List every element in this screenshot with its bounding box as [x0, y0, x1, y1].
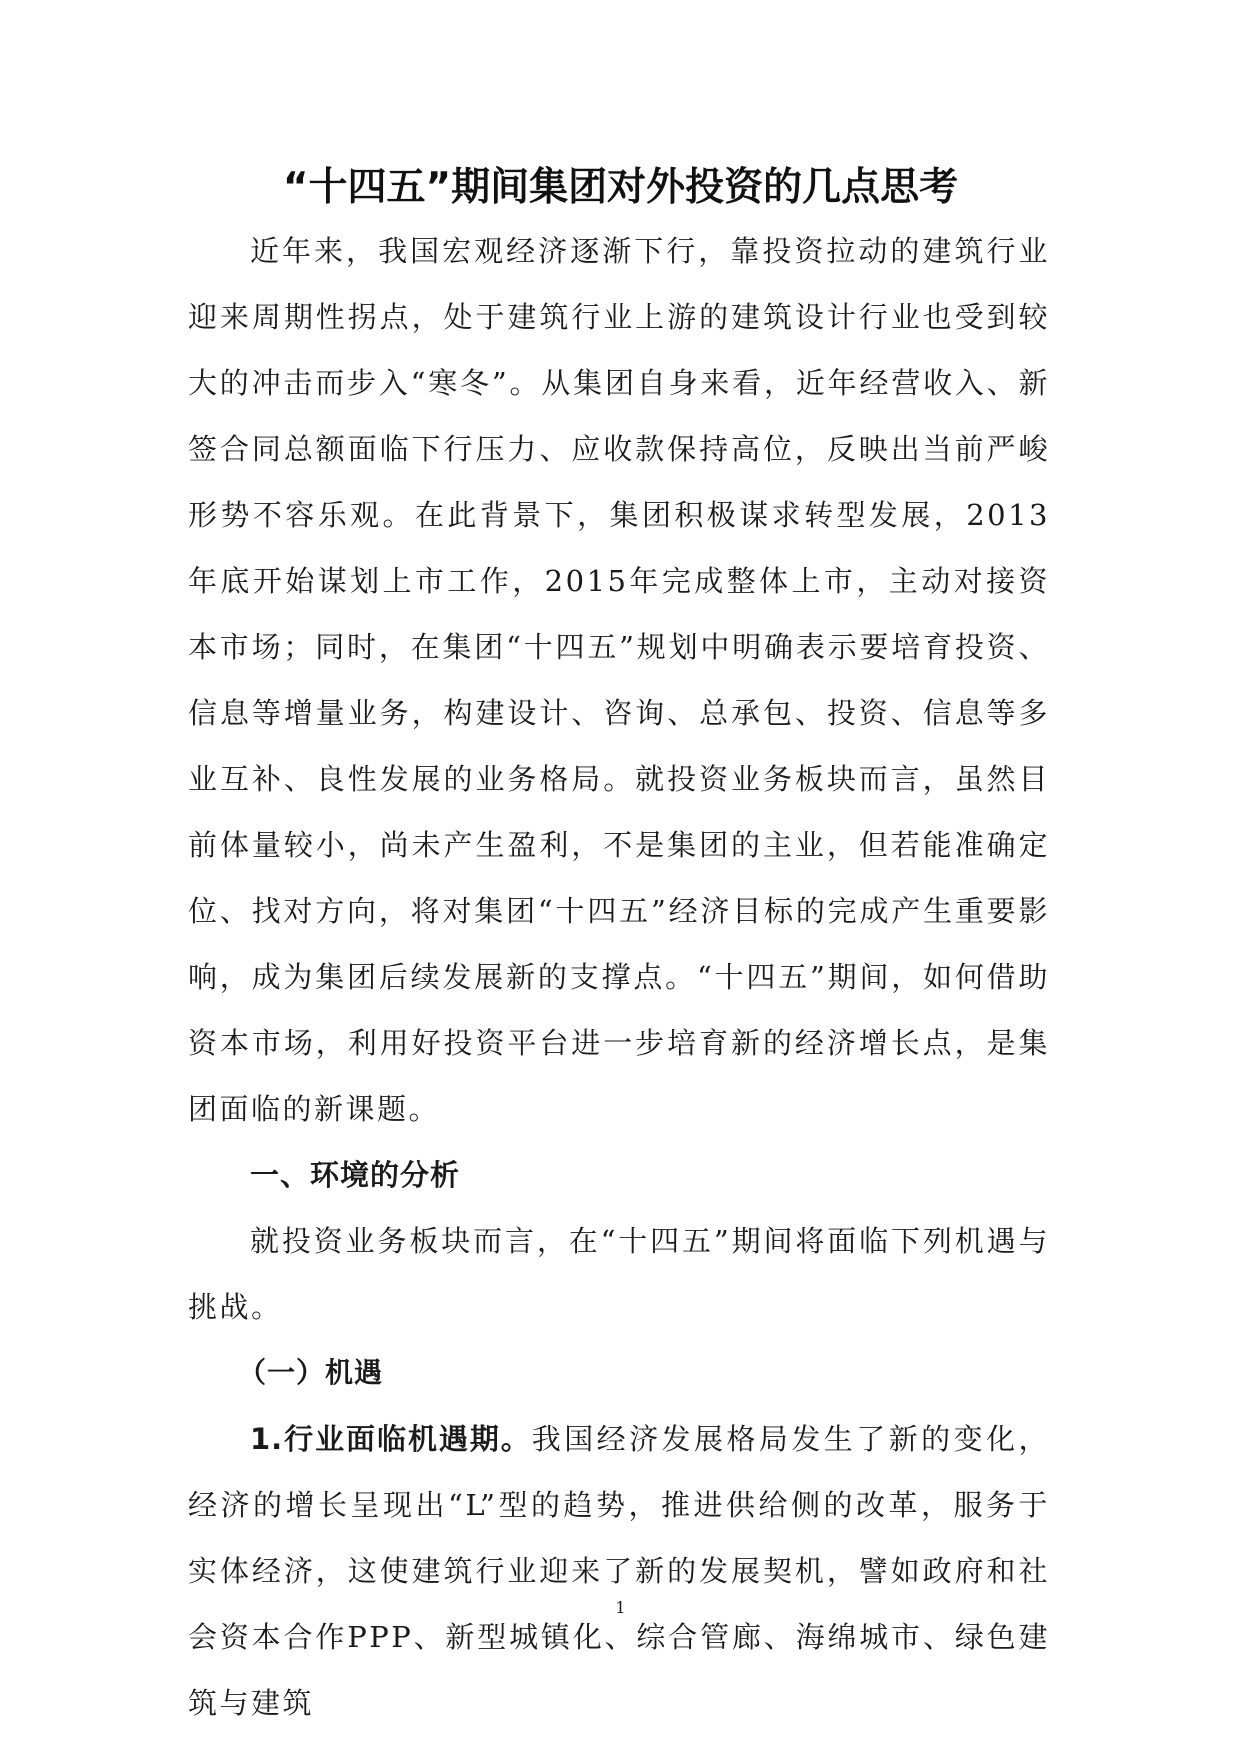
page-number: 1 [615, 1598, 626, 1617]
opportunity-item-1-text: 我国经济发展格局发生了新的变化，经济的增长呈现出“L”型的趋势，推进供给侧的改革，服务于实体经济，这使建筑行业迎来了新的发展契机，譬如政府和社会资本合作PPP、新型城镇化、综合管廊、海绵城市、绿色建筑与建筑 [188, 1422, 1050, 1720]
document-body [188, 218, 1050, 1736]
opportunity-item-1-lead: 1.行业面临机遇期。 [250, 1422, 532, 1456]
section-intro-paragraph: 就投资业务板块而言，在“十四五”期间将面临下列机遇与挑战。 [188, 1224, 1050, 1324]
intro-paragraph: 近年来，我国宏观经济逐渐下行，靠投资拉动的建筑行业迎来周期性拐点，处于建筑行业上游的建筑设计行业也受到较大的冲击而步入“寒冬”。从集团自身来看，近年经营收入、新签合同总额面临下行压力、应收款保持高位，反映出当前严峻形势不容乐观。在此背景下，集团积极谋求转型发展，2013年底开始谋划上市工作，2015年完成整体上市，主动对接资本市场；同时，在集团“十四五”规划中明确表示要培育投资、信息等增量业务，构建设计、咨询、总承包、投资、信息等多业互补、良性发展的业务格局。就投资业务板块而言，虽然目前体量较小，尚未产生盈利，不是集团的主业，但若能准确定位、找对方向，将对集团“十四五”经济目标的完成产生重要影响，成为集团后续发展新的支撑点。“十四五”期间，如何借助资本市场，利用好投资平台进一步培育新的经济增长点，是集团面临的新课题。 [188, 234, 1050, 1126]
subsection-heading-opportunities: （一）机遇 [238, 1356, 384, 1389]
section-heading-environment-analysis: 一、环境的分析 [250, 1158, 461, 1192]
opportunity-item-1 [188, 1406, 1050, 1736]
document-title: “十四五”期间集团对外投资的几点思考 [282, 165, 959, 210]
